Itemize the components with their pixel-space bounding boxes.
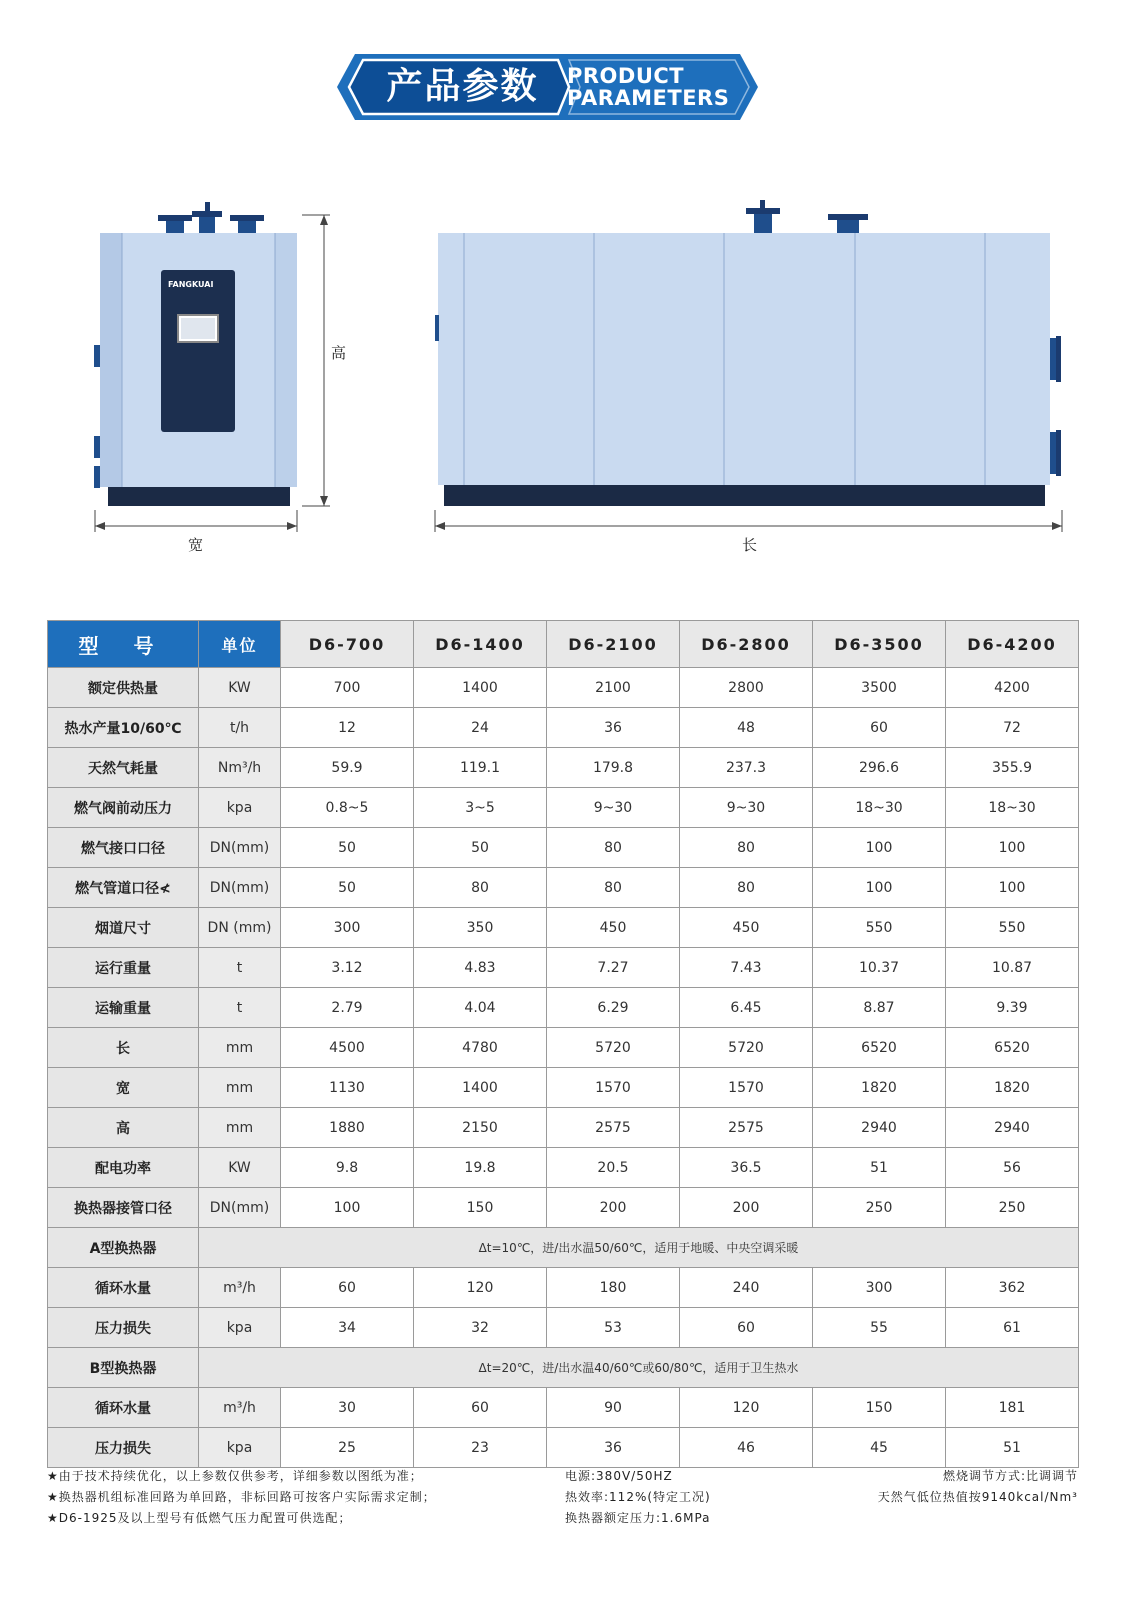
table-cell: 9~30: [680, 788, 813, 828]
table-cell: 3~5: [414, 788, 547, 828]
width-dimension: [95, 510, 297, 532]
table-cell: 24: [414, 708, 547, 748]
header-model-name: D6-2100: [547, 621, 680, 668]
table-cell: 4500: [281, 1028, 414, 1068]
table-cell: 23: [414, 1428, 547, 1468]
table-cell: 8.87: [813, 988, 946, 1028]
table-cell: 180: [547, 1268, 680, 1308]
row-label: 宽: [48, 1068, 199, 1108]
length-dimension: [435, 510, 1062, 532]
header-model-name: D6-1400: [414, 621, 547, 668]
row-unit: kpa: [199, 1428, 281, 1468]
boiler-drawings: [0, 0, 1125, 560]
table-cell: 1820: [813, 1068, 946, 1108]
table-cell: 72: [946, 708, 1079, 748]
table-row: [48, 748, 1079, 788]
table-cell: 1570: [680, 1068, 813, 1108]
table-cell: 51: [946, 1428, 1079, 1468]
table-cell: 61: [946, 1308, 1079, 1348]
header-model: 型 号: [48, 621, 199, 668]
table-cell: 50: [414, 828, 547, 868]
table-cell: 100: [946, 828, 1079, 868]
row-label: 燃气阀前动压力: [48, 788, 199, 828]
table-cell: 100: [281, 1188, 414, 1228]
footnote: 天然气低位热值按9140kcal/Nm³: [877, 1490, 1078, 1504]
row-label: 长: [48, 1028, 199, 1068]
table-cell: 12: [281, 708, 414, 748]
table-cell: 3500: [813, 668, 946, 708]
table-row: [48, 908, 1079, 948]
row-label: 运输重量: [48, 988, 199, 1028]
row-unit: DN(mm): [199, 1188, 281, 1228]
table-row: [48, 668, 1079, 708]
table-cell: 30: [281, 1388, 414, 1428]
table-cell: 300: [813, 1268, 946, 1308]
row-label: 运行重量: [48, 948, 199, 988]
table-row: [48, 868, 1079, 908]
table-header-row: [48, 621, 1079, 668]
table-cell: 20.5: [547, 1148, 680, 1188]
table-cell: 9.8: [281, 1148, 414, 1188]
table-cell: 2575: [547, 1108, 680, 1148]
table-row: [48, 1108, 1079, 1148]
row-label: 循环水量: [48, 1388, 199, 1428]
table-cell: 100: [946, 868, 1079, 908]
side-view: [435, 200, 1061, 506]
footnotes-left: [47, 1466, 547, 1529]
table-row: [48, 948, 1079, 988]
table-cell: 5720: [680, 1028, 813, 1068]
table-row: [48, 828, 1079, 868]
row-unit: mm: [199, 1028, 281, 1068]
table-cell: 18~30: [813, 788, 946, 828]
table-cell: 19.8: [414, 1148, 547, 1188]
section-note: Δt=20℃，进/出水温40/60℃或60/80℃，适用于卫生热水: [199, 1348, 1079, 1388]
row-label: 烟道尺寸: [48, 908, 199, 948]
table-row: [48, 1148, 1079, 1188]
row-unit: KW: [199, 668, 281, 708]
table-cell: 2800: [680, 668, 813, 708]
banner-title-en-line1: PRODUCT: [567, 64, 685, 88]
table-cell: 4200: [946, 668, 1079, 708]
table-row: [48, 788, 1079, 828]
table-cell: 2940: [946, 1108, 1079, 1148]
table-row: [48, 1188, 1079, 1228]
banner-title-cn: 产品参数: [386, 66, 539, 107]
table-cell: 150: [813, 1388, 946, 1428]
table-row: [48, 1388, 1079, 1428]
table-cell: 362: [946, 1268, 1079, 1308]
table-cell: 36: [547, 1428, 680, 1468]
table-row: [48, 708, 1079, 748]
row-unit: kpa: [199, 1308, 281, 1348]
width-label: 宽: [188, 536, 204, 554]
table-cell: 5720: [547, 1028, 680, 1068]
spec-table: [47, 620, 1079, 1468]
table-cell: 50: [281, 868, 414, 908]
footnotes-right: [800, 1466, 1078, 1508]
table-cell: 50: [281, 828, 414, 868]
row-label: 压力损失: [48, 1308, 199, 1348]
header-model-name: D6-3500: [813, 621, 946, 668]
table-cell: 237.3: [680, 748, 813, 788]
table-cell: 350: [414, 908, 547, 948]
table-cell: 6520: [813, 1028, 946, 1068]
section-row: [48, 1348, 1079, 1388]
table-cell: 700: [281, 668, 414, 708]
table-cell: 48: [680, 708, 813, 748]
row-label: 燃气接口口径: [48, 828, 199, 868]
table-cell: 6.45: [680, 988, 813, 1028]
table-cell: 550: [813, 908, 946, 948]
table-cell: 300: [281, 908, 414, 948]
row-unit: DN (mm): [199, 908, 281, 948]
table-cell: 2150: [414, 1108, 547, 1148]
table-cell: 1570: [547, 1068, 680, 1108]
table-cell: 200: [680, 1188, 813, 1228]
table-cell: 36: [547, 708, 680, 748]
table-cell: 9.39: [946, 988, 1079, 1028]
row-label: 换热器接管口径: [48, 1188, 199, 1228]
table-cell: 7.43: [680, 948, 813, 988]
table-cell: 120: [414, 1268, 547, 1308]
table-cell: 56: [946, 1148, 1079, 1188]
section-row: [48, 1228, 1079, 1268]
row-label: 天然气耗量: [48, 748, 199, 788]
table-cell: 119.1: [414, 748, 547, 788]
table-cell: 60: [281, 1268, 414, 1308]
footnote: ★换热器机组标准回路为单回路，非标回路可按客户实际需求定制；: [47, 1490, 436, 1504]
row-label: 配电功率: [48, 1148, 199, 1188]
table-cell: 25: [281, 1428, 414, 1468]
height-dimension: [302, 215, 330, 506]
table-cell: 18~30: [946, 788, 1079, 828]
table-row: [48, 1268, 1079, 1308]
row-unit: mm: [199, 1068, 281, 1108]
table-cell: 9~30: [547, 788, 680, 828]
table-cell: 250: [813, 1188, 946, 1228]
table-cell: 10.87: [946, 948, 1079, 988]
table-row: [48, 1428, 1079, 1468]
table-cell: 179.8: [547, 748, 680, 788]
table-cell: 450: [680, 908, 813, 948]
table-cell: 34: [281, 1308, 414, 1348]
header-model-name: D6-4200: [946, 621, 1079, 668]
table-cell: 1400: [414, 668, 547, 708]
table-cell: 150: [414, 1188, 547, 1228]
table-cell: 45: [813, 1428, 946, 1468]
table-cell: 240: [680, 1268, 813, 1308]
height-label: 高: [331, 344, 347, 362]
table-cell: 1880: [281, 1108, 414, 1148]
header-model-name: D6-2800: [680, 621, 813, 668]
table-cell: 2100: [547, 668, 680, 708]
table-row: [48, 1028, 1079, 1068]
header-unit: 单位: [199, 621, 281, 668]
row-label: 压力损失: [48, 1428, 199, 1468]
row-unit: m³/h: [199, 1268, 281, 1308]
table-cell: 100: [813, 828, 946, 868]
table-cell: 80: [547, 868, 680, 908]
footnotes-mid: [565, 1466, 805, 1529]
table-cell: 51: [813, 1148, 946, 1188]
brand-logo-text: FANGKUAI: [168, 280, 214, 289]
table-cell: 2940: [813, 1108, 946, 1148]
row-label: 额定供热量: [48, 668, 199, 708]
table-cell: 100: [813, 868, 946, 908]
table-cell: 6.29: [547, 988, 680, 1028]
footnote: ★D6-1925及以上型号有低燃气压力配置可供选配；: [47, 1511, 352, 1525]
footnote: 热效率:112%(特定工况): [565, 1490, 711, 1504]
table-cell: 450: [547, 908, 680, 948]
row-unit: DN(mm): [199, 828, 281, 868]
table-cell: 4.04: [414, 988, 547, 1028]
table-cell: 4780: [414, 1028, 547, 1068]
table-cell: 1400: [414, 1068, 547, 1108]
table-cell: 181: [946, 1388, 1079, 1428]
table-cell: 60: [680, 1308, 813, 1348]
row-unit: t/h: [199, 708, 281, 748]
row-unit: t: [199, 948, 281, 988]
table-cell: 550: [946, 908, 1079, 948]
table-cell: 355.9: [946, 748, 1079, 788]
table-row: [48, 988, 1079, 1028]
row-unit: t: [199, 988, 281, 1028]
table-cell: 7.27: [547, 948, 680, 988]
footnote: ★由于技术持续优化，以上参数仅供参考，详细参数以图纸为准；: [47, 1469, 423, 1483]
table-cell: 6520: [946, 1028, 1079, 1068]
row-unit: KW: [199, 1148, 281, 1188]
table-cell: 2575: [680, 1108, 813, 1148]
row-label: 循环水量: [48, 1268, 199, 1308]
table-cell: 3.12: [281, 948, 414, 988]
table-cell: 32: [414, 1308, 547, 1348]
table-cell: 80: [547, 828, 680, 868]
row-unit: DN(mm): [199, 868, 281, 908]
table-cell: 59.9: [281, 748, 414, 788]
row-unit: mm: [199, 1108, 281, 1148]
front-view: [94, 202, 297, 506]
table-cell: 4.83: [414, 948, 547, 988]
row-unit: Nm³/h: [199, 748, 281, 788]
table-row: [48, 1308, 1079, 1348]
section-note: Δt=10℃，进/出水温50/60℃，适用于地暖、中央空调采暖: [199, 1228, 1079, 1268]
row-label: 热水产量10/60℃: [48, 708, 199, 748]
footnote: 换热器额定压力:1.6MPa: [565, 1511, 711, 1525]
table-cell: 80: [680, 828, 813, 868]
row-unit: kpa: [199, 788, 281, 828]
table-cell: 60: [414, 1388, 547, 1428]
spec-table-body: [48, 668, 1079, 1468]
table-cell: 80: [414, 868, 547, 908]
footnote: 电源:380V/50HZ: [565, 1469, 673, 1483]
length-label: 长: [742, 536, 758, 554]
table-cell: 60: [813, 708, 946, 748]
table-row: [48, 1068, 1079, 1108]
banner-title-en-line2: PARAMETERS: [567, 86, 730, 110]
table-cell: 200: [547, 1188, 680, 1228]
table-cell: 1820: [946, 1068, 1079, 1108]
row-unit: m³/h: [199, 1388, 281, 1428]
section-label: B型换热器: [48, 1348, 199, 1388]
row-label: 高: [48, 1108, 199, 1148]
table-cell: 90: [547, 1388, 680, 1428]
table-cell: 36.5: [680, 1148, 813, 1188]
section-label: A型换热器: [48, 1228, 199, 1268]
footnote: 燃烧调节方式:比调调节: [942, 1469, 1078, 1483]
table-cell: 55: [813, 1308, 946, 1348]
table-cell: 80: [680, 868, 813, 908]
table-cell: 10.37: [813, 948, 946, 988]
table-cell: 46: [680, 1428, 813, 1468]
table-cell: 250: [946, 1188, 1079, 1228]
table-cell: 296.6: [813, 748, 946, 788]
header-model-name: D6-700: [281, 621, 414, 668]
table-cell: 0.8~5: [281, 788, 414, 828]
table-cell: 120: [680, 1388, 813, 1428]
row-label: 燃气管道口径≮: [48, 868, 199, 908]
table-cell: 53: [547, 1308, 680, 1348]
table-cell: 2.79: [281, 988, 414, 1028]
table-cell: 1130: [281, 1068, 414, 1108]
